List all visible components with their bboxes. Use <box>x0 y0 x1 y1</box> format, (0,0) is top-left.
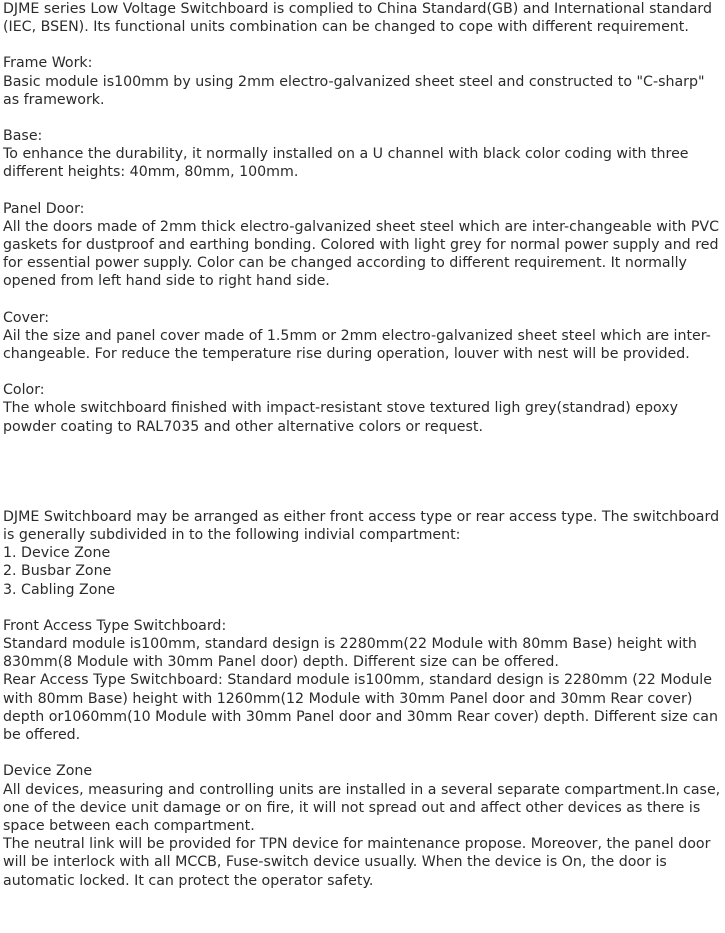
panel-door-text: All the doors made of 2mm thick electro-galvanized sheet steel which are inter-changeable with PVC gaskets for dustproof and earthing bonding. Colored with light grey for normal power supply and red for essential power supply. Color can be changed according to different requirement. It normally opened from left hand side to right hand side. <box>3 218 720 290</box>
base-heading: Base: <box>3 128 43 145</box>
device-zone-text-2: The neutral link will be provided for TPN device for maintenance propose. Moreover, the panel door will be interlock with all MCCB, Fuse-switch device usually. When the device is On, the door is automatic locked. It can protect the operator safety. <box>3 836 711 889</box>
rear-access-text: Rear Access Type Switchboard: Standard module is100mm, standard design is 2280mm (22 Module with 80mm Base) height with 1260mm(12 Module with 30mm Panel door and 30mm Rear cover) depth or1060mm(10 Module with 30mm Panel door and 30mm Rear cover) depth. Different size can be offered. <box>3 672 718 744</box>
base-text: To enhance the durability, it normally installed on a U channel with black color coding with three different heights: 40mm, 80mm, 100mm. <box>3 146 689 181</box>
front-access-heading: Front Access Type Switchboard: <box>3 617 227 634</box>
zone-list-item: 3. Cabling Zone <box>3 581 116 598</box>
arrangement-intro: DJME Switchboard may be arranged as either front access type or rear access type. The switchboard is generally subdivided in to the following indivial compartment: <box>3 508 720 544</box>
frame-work-text: Basic module is100mm by using 2mm electro-galvanized sheet steel and constructed to "C-sharp" as framework. <box>3 73 705 108</box>
zone-list-item: 1. Device Zone <box>3 545 111 562</box>
frame-work-heading: Frame Work: <box>3 55 93 72</box>
document-page <box>3 0 722 890</box>
device-zone-heading: Device Zone <box>3 763 93 780</box>
cover-heading: Cover: <box>3 309 50 326</box>
device-zone-text: All devices, measuring and controlling units are installed in a several separate compartment.In case, one of the device unit damage or on fire, it will not spread out and affect other devices as there is space between each compartment. <box>3 781 721 834</box>
panel-door-heading: Panel Door: <box>3 200 85 217</box>
intro-paragraph: DJME series Low Voltage Switchboard is complied to China Standard(GB) and International standard (IEC, BSEN). Its functional units combination can be changed to cope with different requirement. <box>3 1 713 36</box>
color-heading: Color: <box>3 382 45 399</box>
front-access-text: Standard module is100mm, standard design is 2280mm(22 Module with 80mm Base) height with 830mm(8 Module with 30mm Panel door) depth. Different size can be offered. <box>3 636 697 671</box>
zone-list-item: 2. Busbar Zone <box>3 563 112 580</box>
cover-text: Ail the size and panel cover made of 1.5mm or 2mm electro-galvanized sheet steel which are inter-changeable. For reduce the temperature rise during operation, louver with nest will be provided. <box>3 327 711 363</box>
color-text: The whole switchboard finished with impact-resistant stove textured ligh grey(standrad) epoxy powder coating to RAL7035 and other alternative colors or request. <box>3 400 679 435</box>
